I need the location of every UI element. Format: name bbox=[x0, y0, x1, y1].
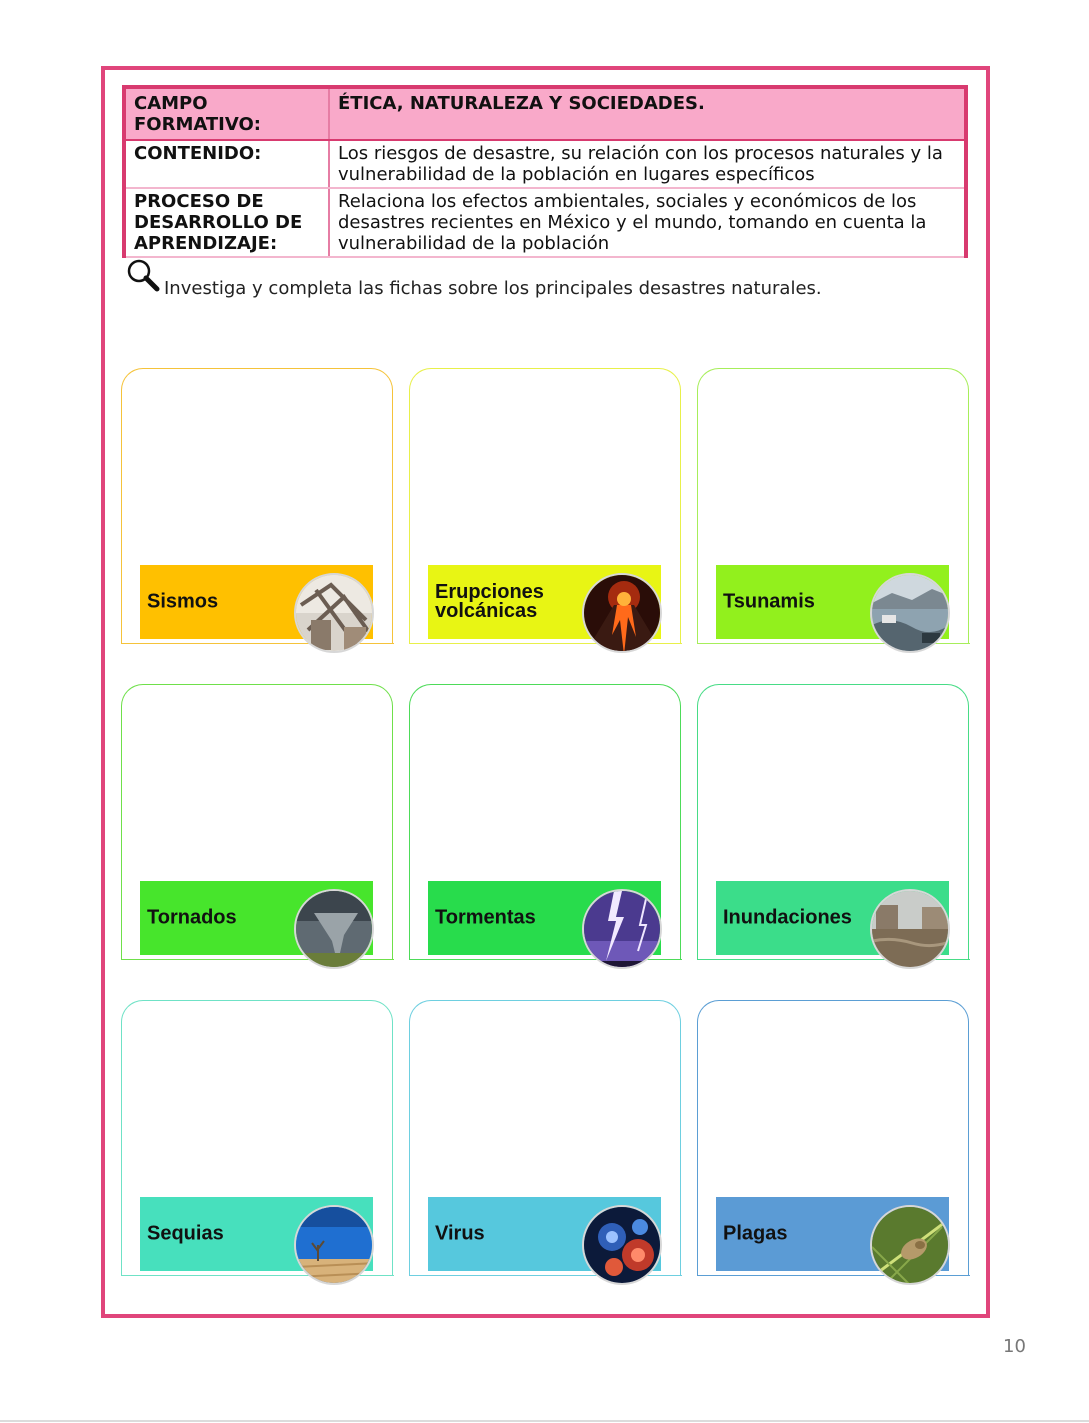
card-virus bbox=[409, 1000, 681, 1276]
instruction-text: Investiga y completa las fichas sobre los principales desastres naturales. bbox=[164, 278, 822, 299]
tornado-photo bbox=[294, 889, 374, 969]
drought-photo bbox=[294, 1205, 374, 1285]
lightning-storm-photo bbox=[582, 889, 662, 969]
card-inundaciones bbox=[697, 684, 969, 960]
campo-label: CAMPO FORMATIVO: bbox=[124, 87, 329, 140]
card-title: Plagas bbox=[723, 1222, 788, 1245]
card-title: Tornados bbox=[147, 906, 237, 929]
header-row-campo bbox=[124, 87, 966, 140]
card-title: Sismos bbox=[147, 590, 219, 613]
card-title: Tormentas bbox=[435, 906, 536, 929]
card-title: Tsunamis bbox=[723, 590, 815, 613]
card-tsunamis bbox=[697, 368, 969, 644]
instruction bbox=[126, 258, 822, 299]
card-title: Inundaciones bbox=[723, 906, 852, 929]
header-row-contenido bbox=[124, 140, 966, 188]
flood-photo bbox=[870, 889, 950, 969]
card-sequias bbox=[121, 1000, 393, 1276]
header-table bbox=[122, 85, 968, 258]
contenido-label: CONTENIDO: bbox=[124, 140, 329, 188]
campo-value: ÉTICA, NATURALEZA Y SOCIEDADES. bbox=[329, 87, 966, 140]
card-title: Sequias bbox=[147, 1222, 224, 1245]
virus-photo bbox=[582, 1205, 662, 1285]
card-title: Erupciones volcánicas bbox=[435, 581, 544, 622]
contenido-value: Los riesgos de desastre, su relación con los procesos naturales y la vulnerabilidad de la población en lugares específicos bbox=[329, 140, 966, 188]
earthquake-photo bbox=[294, 573, 374, 653]
card-tornados bbox=[121, 684, 393, 960]
card-title: Virus bbox=[435, 1222, 485, 1245]
volcano-photo bbox=[582, 573, 662, 653]
page-divider bbox=[0, 1420, 1089, 1422]
card-erupciones bbox=[409, 368, 681, 644]
page-number: 10 bbox=[1003, 1336, 1026, 1357]
tsunami-photo bbox=[870, 573, 950, 653]
insect-pest-photo bbox=[870, 1205, 950, 1285]
proceso-label: PROCESO DE DESARROLLO DE APRENDIZAJE: bbox=[124, 188, 329, 257]
header-row-proceso bbox=[124, 188, 966, 257]
card-plagas bbox=[697, 1000, 969, 1276]
magnifier-icon bbox=[126, 258, 162, 294]
proceso-value: Relaciona los efectos ambientales, sociales y económicos de los desastres recientes en México y el mundo, tomando en cuenta la vulnerabilidad de la población bbox=[329, 188, 966, 257]
card-sismos bbox=[121, 368, 393, 644]
card-tormentas bbox=[409, 684, 681, 960]
